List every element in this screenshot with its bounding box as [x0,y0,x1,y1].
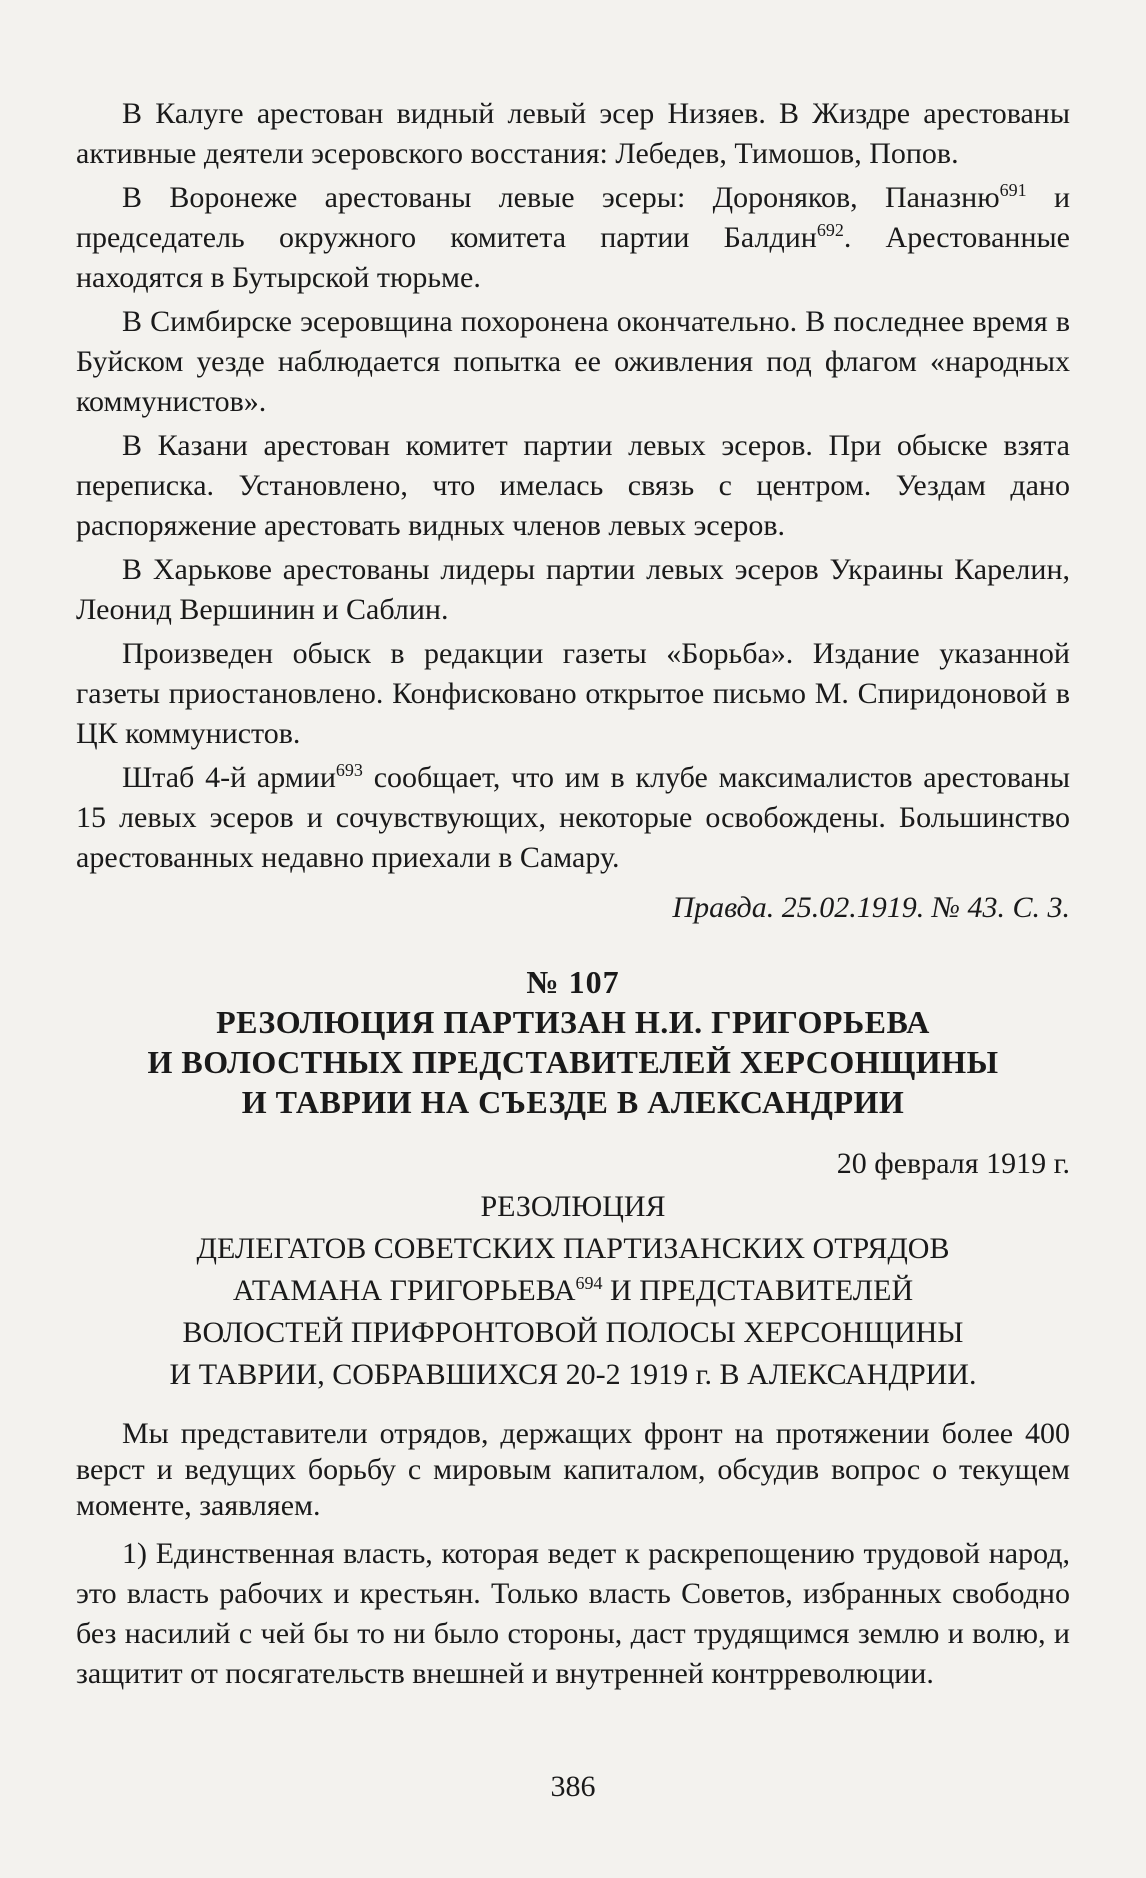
paragraph-kaluga: В Калуге арестован видный левый эсер Низяев. В Жиздре арестованы активные деятели эсеровского восстания: Лебедев, Тимошов, Попов. [76,97,1070,170]
paragraph-army: Штаб 4-й армии$^{693}$ сообщает, что им в клубе максималистов арестованы 15 левых эсеров и сочувствующих, некоторые освобождены. Большинство арестованных недавно приехали в Самару. [76,760,1070,874]
document-title-line: РЕЗОЛЮЦИЯ ПАРТИЗАН Н.И. ГРИГОРЬЕВА [216,1004,930,1040]
document-number: № 107 [526,964,620,1000]
resolution-heading-line: ВОЛОСТЕЙ ПРИФРОНТОВОЙ ПОЛОСЫ ХЕРСОНЩИНЫ [182,1316,964,1349]
footnote-ref[interactable]: 694 [575,1273,603,1293]
paragraph-voronezh: В Воронеже арестованы левые эсеры: Дороняков, Паназню$^{691}$ и председатель окружного комитета партии Балдин$^{692}$. Арестованные находятся в Бутырской тюрьме. [76,180,1070,294]
resolution-intro: Мы представители отрядов, держащих фронт на протяжении более 400 верст и ведущих борьбу с мировым капиталом, обсудив вопрос о текущем моменте, заявляем. [76,1417,1070,1522]
paragraph-kazan: В Казани арестован комитет партии левых эсеров. При обыске взята переписка. Установлено, что имелась связь с центром. Уездам дано распоряжение арестовать видных членов левых эсеров. [76,429,1070,542]
page-number: 386 [550,1770,596,1803]
document-title-line: И ТАВРИИ НА СЪЕЗДЕ В АЛЕКСАНДРИИ [241,1084,905,1120]
document-title-line: И ВОЛОСТНЫХ ПРЕДСТАВИТЕЛЕЙ ХЕРСОНЩИНЫ [147,1044,999,1080]
resolution-heading-line: И ТАВРИИ, СОБРАВШИХСЯ 20-2 1919 г. В АЛЕКСАНДРИИ. [169,1358,977,1391]
document-date: 20 февраля 1919 г. [836,1147,1070,1180]
source-citation: Правда. 25.02.1919. № 43. С. 3. [672,891,1070,924]
footnote-ref[interactable]: 692 [816,220,844,240]
top-article [76,94,1070,1694]
paragraph-simbirsk: В Симбирске эсеровщина похоронена окончательно. В последнее время в Буйском уезде наблюдается попытка ее оживления под флагом «народных коммунистов». [76,305,1070,418]
paragraph-kharkov: В Харькове арестованы лидеры партии левых эсеров Украины Карелин, Леонид Вершинин и Саблин. [76,553,1070,626]
footnote-ref[interactable]: 693 [335,760,363,780]
resolution-heading-line: АТАМАНА ГРИГОРЬЕВА$^{694}$ И ПРЕДСТАВИТЕЛЕЙ [232,1273,914,1307]
resolution-point-1: 1) Единственная власть, которая ведет к раскрепощению трудовой народ, это власть рабочих и крестьян. Только власть Советов, избранных свободно без насилий с чей бы то ни было стороны, даст трудящимся землю и волю, и защитит от посягательств внешней и внутренней контрреволюции. [76,1537,1070,1690]
paragraph-borba: Произведен обыск в редакции газеты «Борьба». Издание указанной газеты приостановлено. Конфисковано открытое письмо М. Спиридоновой в ЦК коммунистов. [76,637,1070,750]
footnote-ref[interactable]: 691 [999,180,1027,200]
resolution-heading-line: ДЕЛЕГАТОВ СОВЕТСКИХ ПАРТИЗАНСКИХ ОТРЯДОВ [196,1232,950,1265]
resolution-heading-line: РЕЗОЛЮЦИЯ [480,1190,666,1223]
